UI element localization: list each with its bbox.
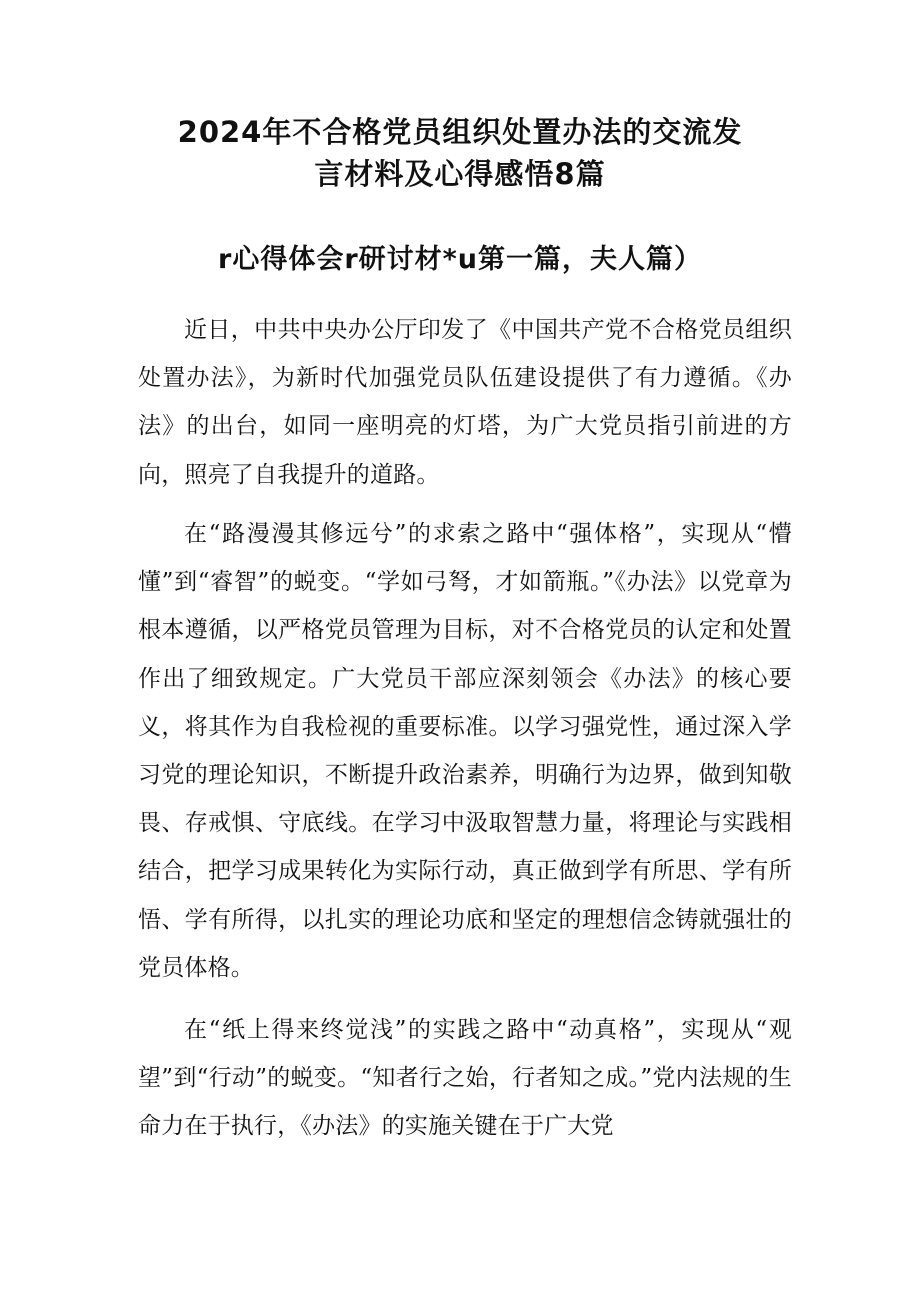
- paragraph-3: 在“纸上得来终觉浅”的实践之路中“动真格”，实现从“观望”到“行动”的蜕变。“知者行之始，行者知之成。”党内法规的生命力在于执行，《办法》的实施关键在于广大党: [138, 1017, 792, 1140]
- paragraph-1: 近日，中共中央办公厅印发了《中国共产党不合格党员组织处置办法》，为新时代加强党员队伍建设提供了有力遵循。《办法》的出台，如同一座明亮的灯塔，为广大党员指引前进的方向，照亮了自我提升的道路。: [138, 317, 792, 488]
- document-title-line-2: 言材料及心得感悟8篇: [314, 157, 606, 191]
- section-subtitle: r心得体会r研讨材*u第一篇，夫人篇）: [218, 244, 702, 275]
- paragraph-2: 在“路漫漫其修远兮”的求索之路中“强体格”，实现从“懵懂”到“睿智”的蜕变。“学如弓弩，才如箭瓶。”《办法》以党章为根本遵循，以严格党员管理为目标，对不合格党员的认定和处置作出了细致规定。广大党员干部应深刻领会《办法》的核心要义，将其作为自我检视的重要标准。以学习强党性，通过深入学习党的理论知识，不断提升政治素养，明确行为边界，做到知敬畏、存戒惧、守底线。在学习中汲取智慧力量，将理论与实践相结合，把学习成果转化为实际行动，真正做到学有所思、学有所悟、学有所得，以扎实的理论功底和坚定的理想信念铸就强壮的党员体格。: [138, 521, 792, 981]
- document-title-line-1: 2024年不合格党员组织处置办法的交流发: [177, 115, 743, 149]
